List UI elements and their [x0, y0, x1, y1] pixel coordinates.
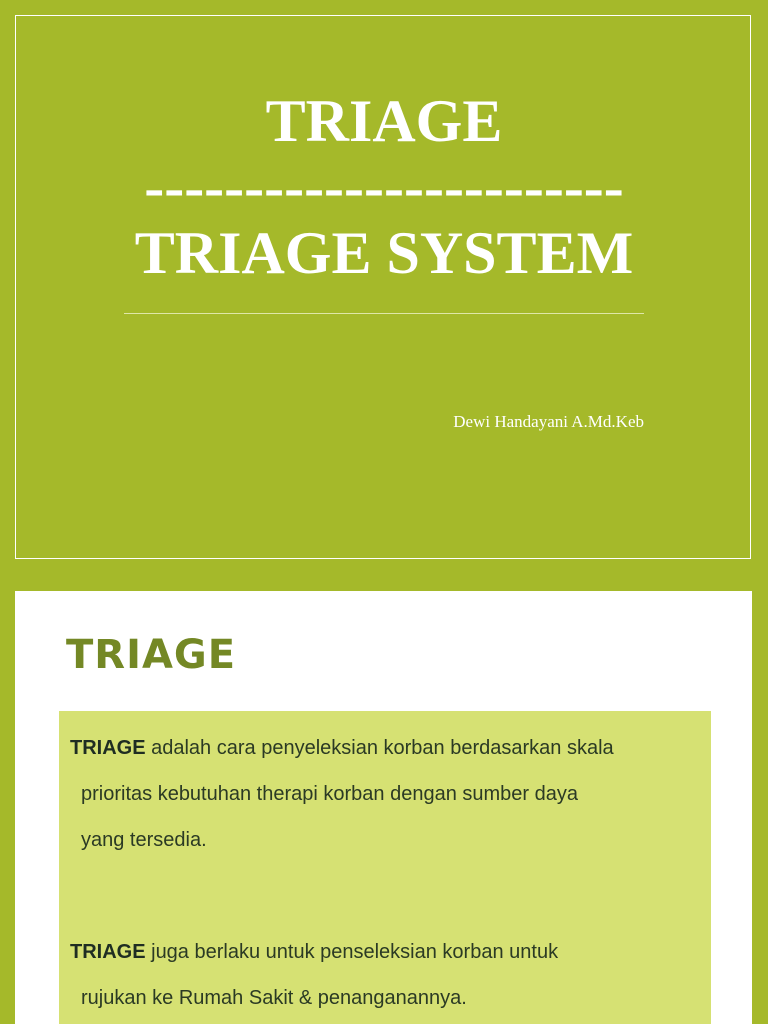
paragraph-line: yang tersedia.: [81, 829, 207, 851]
title-divider: [124, 313, 644, 314]
paragraph-keyword: TRIAGE: [70, 941, 146, 963]
content-box: [59, 711, 711, 1024]
paragraph-line: prioritas kebutuhan therapi korban dengan sumber daya: [81, 783, 578, 805]
paragraph-lead-text: adalah cara penyeleksian korban berdasarkan skala: [145, 737, 614, 759]
title-separator: ------------------------: [144, 154, 624, 220]
definition-paragraph: [70, 725, 704, 863]
title-slide-heading: [0, 88, 768, 286]
content-slide: [15, 591, 752, 1024]
paragraph-keyword: TRIAGE: [70, 737, 146, 759]
content-slide-title: TRIAGE: [66, 632, 237, 678]
paragraph-line: rujukan ke Rumah Sakit & penanganannya.: [81, 987, 467, 1009]
title-line-1: TRIAGE: [265, 88, 503, 154]
paragraph-lead-text: juga berlaku untuk penseleksian korban untuk: [145, 941, 559, 963]
referral-paragraph: [70, 929, 704, 1021]
title-line-2: TRIAGE SYSTEM: [134, 220, 634, 286]
author-name: Dewi Handayani A.Md.Keb: [453, 412, 644, 431]
